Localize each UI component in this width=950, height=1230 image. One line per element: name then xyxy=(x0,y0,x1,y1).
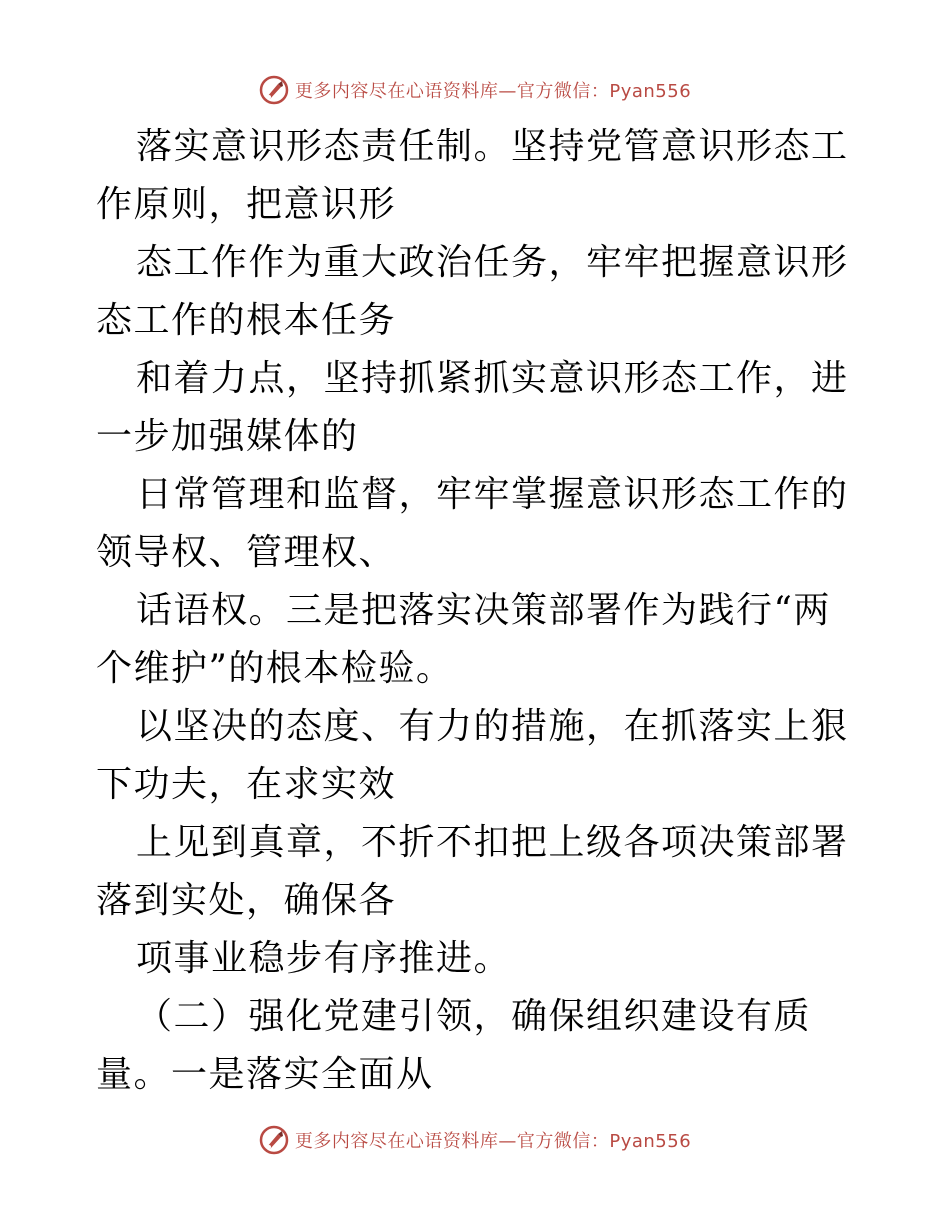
paragraph: 和着力点，坚持抓紧抓实意识形态工作，进一步加强媒体的 xyxy=(96,358,849,457)
header-banner xyxy=(0,70,950,110)
paragraph: 日常管理和监督，牢牢掌握意识形态工作的领导权、管理权、 xyxy=(96,474,849,573)
paragraph: 落实意识形态责任制。坚持党管意识形态工作原则，把意识形 xyxy=(96,126,849,225)
paragraph: 态工作作为重大政治任务，牢牢把握意识形态工作的根本任务 xyxy=(96,242,849,341)
paragraph: 话语权。三是把落实决策部署作为践行“两个维护”的根本检验。 xyxy=(96,590,831,689)
header-banner-text: 更多内容尽在心语资料库—官方微信：Pyan556 xyxy=(294,81,692,102)
paragraph: （二）强化党建引领，确保组织建设有质量。一是落实全面从 xyxy=(96,996,812,1095)
paragraph: 项事业稳步有序推进。 xyxy=(136,938,512,979)
footer-banner-text: 更多内容尽在心语资料库—官方微信：Pyan556 xyxy=(294,1131,692,1152)
footer-banner xyxy=(0,1120,950,1160)
paragraph: 以坚决的态度、有力的措施，在抓落实上狠下功夫，在求实效 xyxy=(96,706,849,805)
paragraph: 上见到真章，不折不扣把上级各项决策部署落到实处，确保各 xyxy=(96,822,849,921)
document-body xyxy=(96,118,856,1104)
pen-nib-logo-icon xyxy=(259,1125,289,1155)
pen-nib-logo-icon xyxy=(259,75,289,105)
